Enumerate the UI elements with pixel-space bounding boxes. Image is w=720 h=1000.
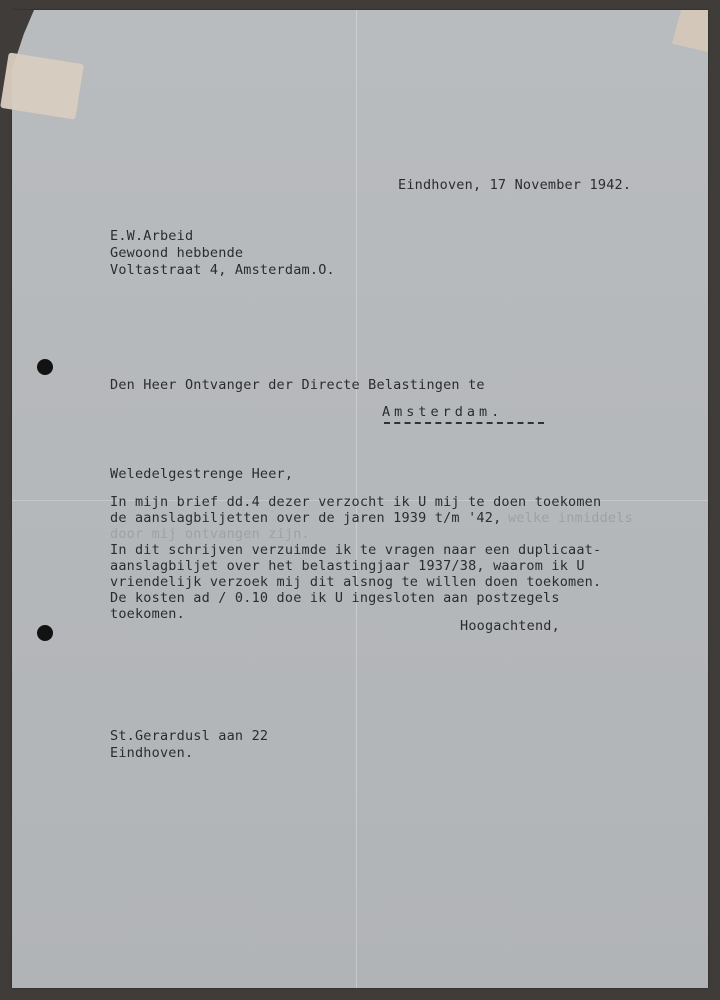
salutation: Weledelgestrenge Heer, <box>110 466 294 482</box>
body-line-7: De kosten ad / 0.10 doe ik U ingesloten aan postzegels <box>110 590 560 606</box>
sender-note: Gewoond hebbende <box>110 245 244 261</box>
punch-hole-bottom <box>37 625 53 641</box>
new-address-street: St.Gerardusl aan 22 <box>110 728 269 744</box>
recipient-line: Den Heer Ontvanger der Directe Belastingen te <box>110 377 485 393</box>
date-line: Eindhoven, 17 November 1942. <box>398 177 632 193</box>
body-line-2: de aanslagbiljetten over de jaren 1939 t/m '42, <box>110 510 502 526</box>
body-line-5: aanslagbiljet over het belastingjaar 1937/38, waarom ik U <box>110 558 585 574</box>
body-line-2-faint: welke inmiddels <box>508 510 633 526</box>
tape-scrap-right <box>672 10 708 52</box>
sender-name: E.W.Arbeid <box>110 228 194 244</box>
body-line-3-faint: door mij ontvangen zijn. <box>110 526 310 542</box>
closing: Hoogachtend, <box>460 618 560 634</box>
body-line-1: In mijn brief dd.4 dezer verzocht ik U mij te doen toekomen <box>110 494 602 510</box>
body-line-4: In dit schrijven verzuimde ik te vragen naar een duplicaat- <box>110 542 602 558</box>
new-address-city: Eindhoven. <box>110 745 194 761</box>
body-line-8: toekomen. <box>110 606 185 622</box>
body-line-6: vriendelijk verzoek mij dit alsnog te willen doen toekomen. <box>110 574 602 590</box>
recipient-city: Amsterdam. <box>382 404 504 420</box>
sender-address: Voltastraat 4, Amsterdam.O. <box>110 262 335 278</box>
letter-paper <box>12 10 708 988</box>
punch-hole-top <box>37 359 53 375</box>
recipient-city-underline <box>384 422 544 424</box>
tape-scrap-left <box>0 52 84 119</box>
